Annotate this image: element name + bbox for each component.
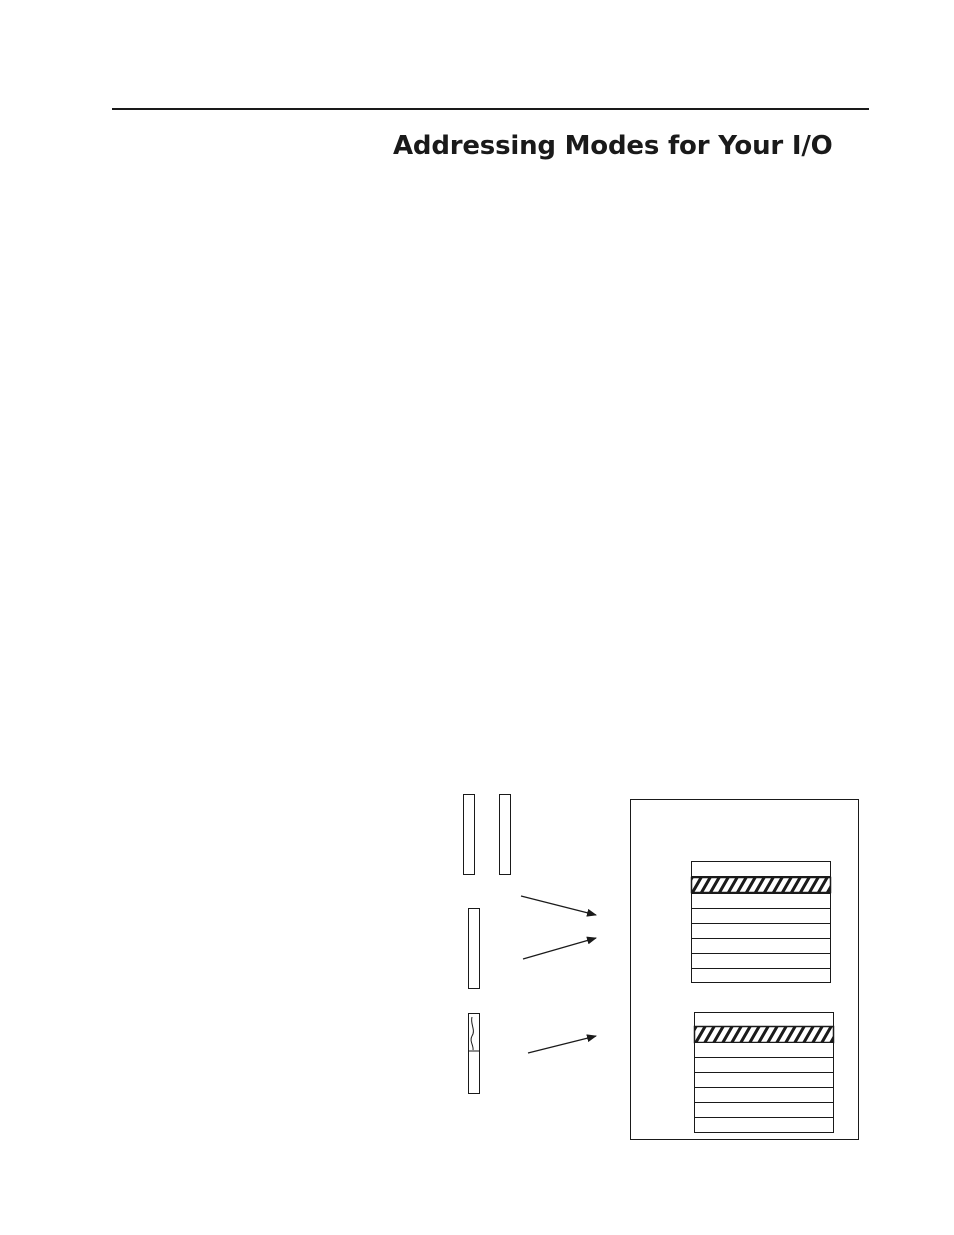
image-table-1-hatched-word [692, 878, 831, 893]
page-title: Addressing Modes for Your I/O [393, 131, 833, 161]
module-slot-b [500, 795, 511, 875]
arrow-3 [528, 1036, 596, 1053]
module-slot-d [469, 1014, 480, 1094]
image-table-2 [695, 1013, 834, 1133]
image-table-1 [692, 862, 831, 983]
module-slot-a [464, 795, 475, 875]
image-table-2-hatched-word [695, 1027, 834, 1043]
arrow-1 [521, 896, 596, 915]
module-slot-c [469, 909, 480, 989]
arrow-2 [523, 938, 596, 959]
mapping-arrows [521, 896, 596, 1053]
module-group-top [464, 795, 511, 875]
